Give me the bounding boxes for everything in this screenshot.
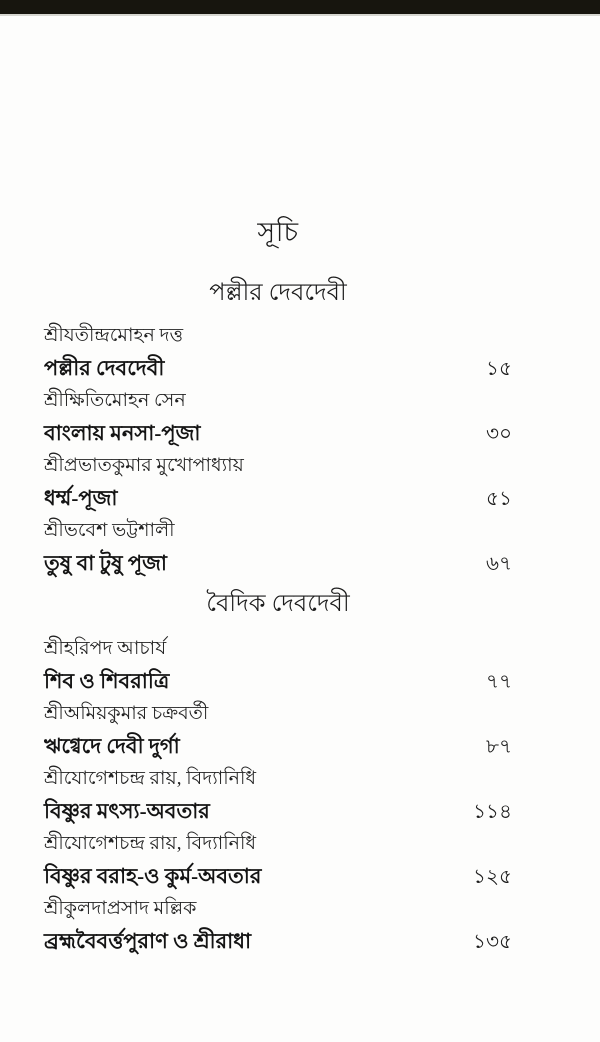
entry-page-number: ১১৪ xyxy=(473,801,512,823)
entry-page-number: ৭৭ xyxy=(485,671,512,693)
entry-title-row xyxy=(44,926,512,957)
entry-title-row xyxy=(44,418,512,449)
toc-entry xyxy=(44,635,512,697)
entry-title: শিব ও শিবরাত্রি xyxy=(44,669,170,693)
entry-author: শ্রীযোগেশচন্দ্র রায়, বিদ্যানিধি xyxy=(44,768,257,789)
toc-entry xyxy=(44,387,512,449)
section-heading-palli: পল্লীর দেবদেবী xyxy=(209,280,347,306)
entry-page-number: ১৫ xyxy=(486,358,512,380)
entry-title-row xyxy=(44,861,512,892)
entry-page-number: ৩০ xyxy=(485,423,512,445)
entry-title: পল্লীর দেবদেবী xyxy=(44,356,165,380)
entry-title: তুষু বা টুষু পূজা xyxy=(44,551,168,575)
entry-page-number: ১২৫ xyxy=(473,866,512,888)
entry-title: ধর্ম্ম-পূজা xyxy=(44,486,118,510)
entry-title: বাংলায় মনসা-পূজা xyxy=(44,421,201,445)
toc-entry xyxy=(44,765,512,827)
toc-entry xyxy=(44,895,512,957)
entry-author: শ্রীকুলদাপ্রসাদ মল্লিক xyxy=(44,898,197,919)
toc-entry xyxy=(44,452,512,514)
entry-page-number: ৫১ xyxy=(486,488,512,510)
entry-author: শ্রীহরিপদ আচার্য xyxy=(44,638,167,659)
entry-author: শ্রীঅমিয়কুমার চক্রবর্তী xyxy=(44,703,209,724)
page-title: সূচি xyxy=(257,217,299,247)
entry-page-number: ৮৭ xyxy=(486,736,512,758)
entry-title: বিষ্ণুর মৎস্য-অবতার xyxy=(44,799,210,823)
toc-entry xyxy=(44,700,512,762)
top-black-bar xyxy=(0,0,600,16)
entry-author: শ্রীভবেশ ভট্টশালী xyxy=(44,520,175,541)
section-heading-vedic: বৈদিক দেবদেবী xyxy=(206,591,350,617)
entry-title: ঋগ্বেদে দেবী দুর্গা xyxy=(44,734,180,758)
entry-author: শ্রীযতীন্দ্রমোহন দত্ত xyxy=(44,325,184,346)
toc-section-palli xyxy=(44,322,512,579)
entry-title: বিষ্ণুর বরাহ-ও কুর্ম-অবতার xyxy=(44,864,262,888)
entry-title-row xyxy=(44,548,512,579)
entry-title-row xyxy=(44,353,512,384)
entry-title-row xyxy=(44,731,512,762)
entry-page-number: ১৩৫ xyxy=(473,931,512,953)
entry-author: শ্রীযোগেশচন্দ্র রায়, বিদ্যানিধি xyxy=(44,833,257,854)
entry-page-number: ৬৭ xyxy=(485,553,512,575)
entry-title: ব্রহ্মবৈবর্ত্তপুরাণ ও শ্রীরাধা xyxy=(44,929,252,953)
entry-author: শ্রীক্ষিতিমোহন সেন xyxy=(44,390,186,411)
toc-entry xyxy=(44,517,512,579)
toc-section-vedic xyxy=(44,635,512,957)
entry-title-row xyxy=(44,666,512,697)
toc-entry xyxy=(44,322,512,384)
entry-title-row xyxy=(44,796,512,827)
toc-content xyxy=(0,212,600,957)
entry-title-row xyxy=(44,483,512,514)
toc-entry xyxy=(44,830,512,892)
entry-author: শ্রীপ্রভাতকুমার মুখোপাধ্যায় xyxy=(44,455,244,476)
